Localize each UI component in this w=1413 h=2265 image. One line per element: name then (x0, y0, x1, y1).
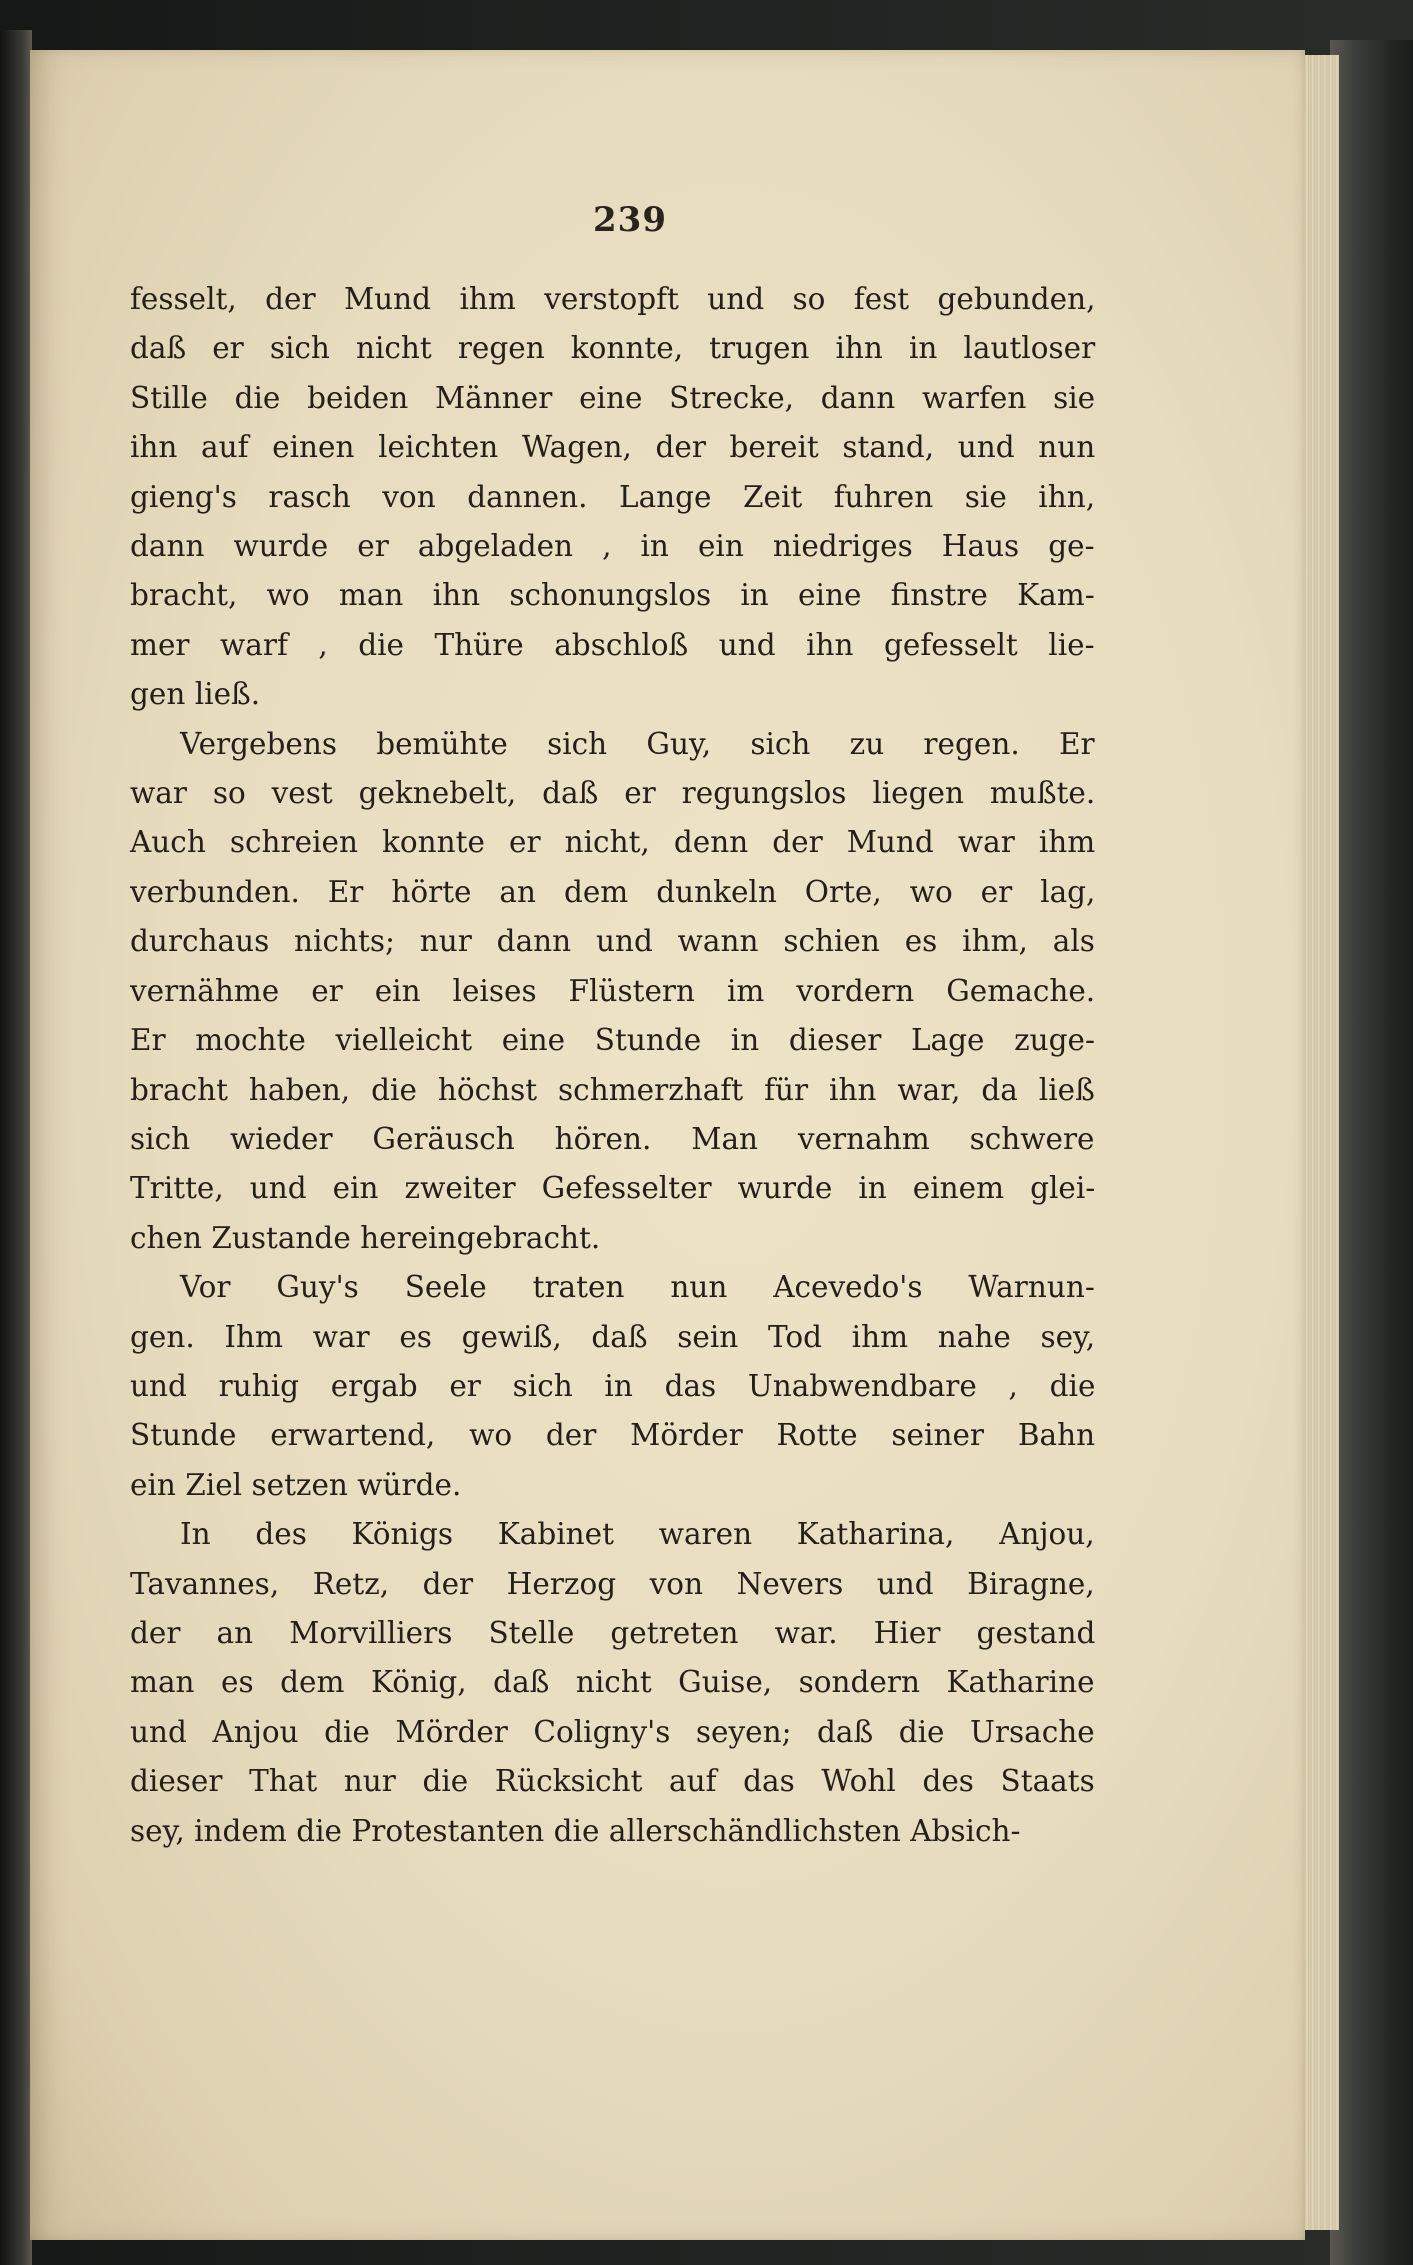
text-line: In des Königs Kabinet waren Katharina, Anjou, (180, 1517, 1095, 1552)
text-line: Vor Guy's Seele traten nun Acevedo's Warnun- (180, 1270, 1095, 1305)
text-line: der an Morvilliers Stelle getreten war. Hier gestand (130, 1615, 1096, 1650)
text-line: sey, indem die Protestanten die allerschändlichsten Absich- (130, 1813, 1021, 1848)
text-line: war so vest geknebelt, daß er regungslos liegen mußte. (130, 776, 1096, 811)
text-line: gen ließ. (130, 677, 261, 712)
body-text (130, 275, 1095, 1856)
paragraph (130, 1510, 1095, 1856)
text-line: daß er sich nicht regen konnte, trugen ihn in lautloser (130, 331, 1096, 366)
text-line: bracht, wo man ihn schonungslos in eine finstre Kam- (130, 578, 1095, 613)
text-line: Er mochte vielleicht eine Stunde in dieser Lage zuge- (130, 1023, 1095, 1058)
text-line: fesselt, der Mund ihm verstopft und so fest gebunden, (130, 282, 1096, 316)
text-line: vernähme er ein leises Flüstern im vordern Gemache. (130, 973, 1096, 1008)
text-line: Auch schreien konnte er nicht, denn der Mund war ihm (130, 825, 1096, 860)
text-line: und Anjou die Mörder Coligny's seyen; daß die Ursache (130, 1714, 1095, 1749)
text-line: ihn auf einen leichten Wagen, der bereit stand, und nun (130, 430, 1096, 465)
book-cover-right (1330, 40, 1413, 2265)
text-line: sich wieder Geräusch hören. Man vernahm schwere (130, 1121, 1095, 1156)
text-line: bracht haben, die höchst schmerzhaft für ihn war, da ließ (130, 1072, 1095, 1107)
text-line: durchaus nichts; nur dann und wann schien es ihm, als (130, 924, 1095, 959)
text-line: gen. Ihm war es gewiß, daß sein Tod ihm nahe sey, (130, 1319, 1096, 1354)
text-line: verbunden. Er hörte an dem dunkeln Orte, wo er lag, (130, 874, 1096, 909)
text-line: Tavannes, Retz, der Herzog von Nevers und Biragne, (130, 1566, 1095, 1601)
text-line: und ruhig ergab er sich in das Unabwendbare , die (130, 1368, 1096, 1403)
paragraph (130, 720, 1095, 1263)
text-line: man es dem König, daß nicht Guise, sondern Katharine (130, 1665, 1095, 1700)
paragraph (130, 275, 1095, 720)
text-line: dieser That nur die Rücksicht auf das Wohl des Staats (130, 1764, 1095, 1799)
book-cover-left (0, 30, 32, 2265)
text-line: Tritte, und ein zweiter Gefesselter wurde in einem glei- (130, 1171, 1096, 1206)
text-line: Vergebens bemühte sich Guy, sich zu regen. Er (180, 726, 1095, 761)
text-line: gieng's rasch von dannen. Lange Zeit fuhren sie ihn, (130, 479, 1096, 514)
text-line: dann wurde er abgeladen , in ein niedriges Haus ge- (130, 529, 1095, 564)
text-line: Stille die beiden Männer eine Strecke, dann warfen sie (130, 380, 1096, 415)
text-line: ein Ziel setzen würde. (130, 1467, 462, 1502)
text-line: Stunde erwartend, wo der Mörder Rotte seiner Bahn (130, 1418, 1096, 1453)
page-number: 239 (593, 200, 667, 240)
text-line: chen Zustande hereingebracht. (130, 1220, 601, 1255)
text-line: mer warf , die Thüre abschloß und ihn gefesselt lie- (130, 627, 1095, 662)
book-page (30, 50, 1305, 2240)
paragraph (130, 1263, 1095, 1510)
